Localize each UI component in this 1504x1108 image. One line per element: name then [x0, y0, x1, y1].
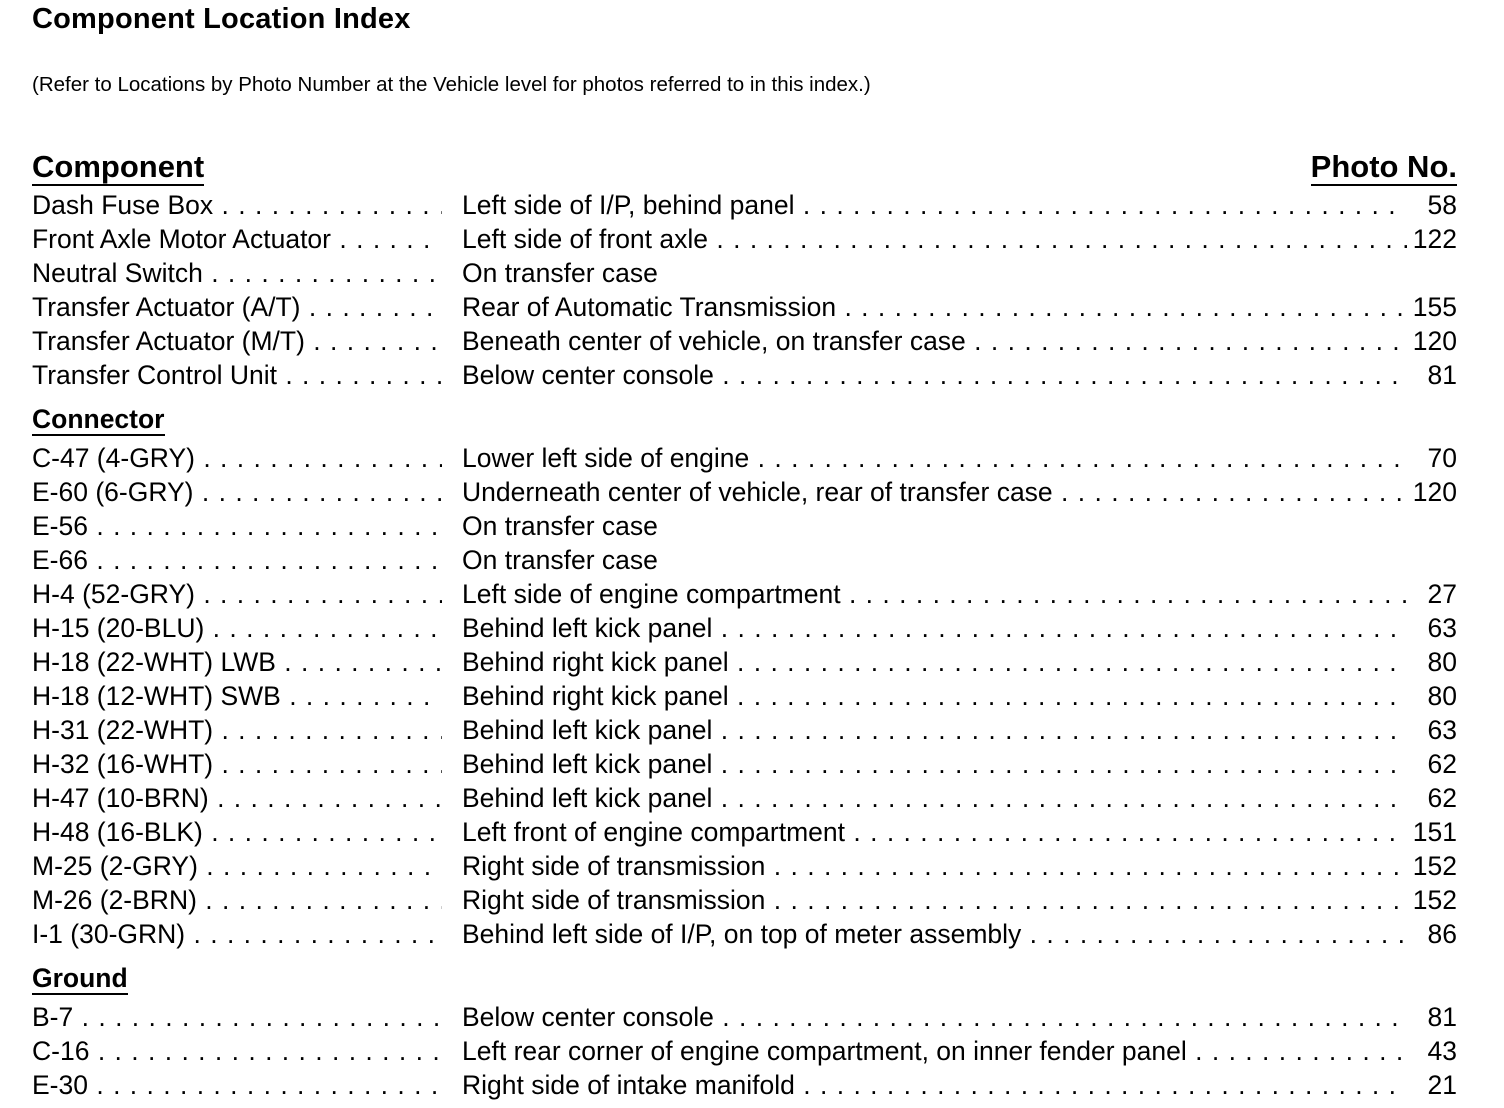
index-row — [32, 188, 1457, 222]
index-row — [32, 781, 1457, 815]
photo-number: 80 — [1427, 681, 1457, 711]
photo-number: 86 — [1427, 919, 1457, 949]
connector-location: Behind left kick panel . . . — [462, 713, 1407, 747]
index-row — [32, 324, 1457, 358]
ground-name: E-30 . . . — [32, 1068, 442, 1102]
index-row — [32, 713, 1457, 747]
index-row — [32, 256, 1457, 290]
connector-name: H-4 (52-GRY) . . . — [32, 577, 442, 611]
connector-name: H-48 (16-BLK) . . . — [32, 815, 442, 849]
photo-number: 62 — [1427, 783, 1457, 813]
index-row — [32, 611, 1457, 645]
component-location: Left side of I/P, behind panel . . . — [462, 188, 1407, 222]
connector-name: H-18 (22-WHT) LWB . . . — [32, 645, 442, 679]
index-row — [32, 1034, 1457, 1068]
photo-number: 120 — [1412, 326, 1457, 356]
component-location: On transfer case — [462, 258, 658, 288]
index-row — [32, 917, 1457, 951]
photo-number: 43 — [1427, 1036, 1457, 1066]
connector-name: I-1 (30-GRN) . . . — [32, 917, 442, 951]
photo-number: 155 — [1412, 292, 1457, 322]
component-name: Transfer Actuator (A/T) . . . — [32, 290, 442, 324]
component-column-header: Component — [32, 150, 204, 186]
photo-number: 151 — [1412, 817, 1457, 847]
connector-location: Underneath center of vehicle, rear of transfer case . . . — [462, 475, 1407, 509]
photo-number: 81 — [1427, 360, 1457, 390]
photo-number: 152 — [1412, 851, 1457, 881]
connector-name: H-18 (12-WHT) SWB . . . — [32, 679, 442, 713]
photo-number: 63 — [1427, 715, 1457, 745]
component-location: Left side of front axle . . . — [462, 222, 1407, 256]
connector-name: H-15 (20-BLU) . . . — [32, 611, 442, 645]
index-row — [32, 1000, 1457, 1034]
ground-location: Left rear corner of engine compartment, on inner fender panel . . . — [462, 1034, 1407, 1068]
photo-number: 27 — [1427, 579, 1457, 609]
ground-location: Right side of intake manifold . . . — [462, 1068, 1407, 1102]
connector-name: H-47 (10-BRN) . . . — [32, 781, 442, 815]
index-row — [32, 747, 1457, 781]
connector-location: On transfer case — [462, 511, 658, 541]
ground-name: C-16 . . . — [32, 1034, 442, 1068]
connector-location: Behind left kick panel . . . — [462, 747, 1407, 781]
photo-number-column-header: Photo No. — [1311, 150, 1457, 186]
photo-number: 63 — [1427, 613, 1457, 643]
reference-note: (Refer to Locations by Photo Number at the Vehicle level for photos referred to in this index.) — [32, 73, 871, 96]
index-row — [32, 1068, 1457, 1102]
photo-number: 152 — [1412, 885, 1457, 915]
index-row — [32, 475, 1457, 509]
index-row — [32, 815, 1457, 849]
index-row — [32, 441, 1457, 475]
ground-location: Below center console . . . — [462, 1000, 1407, 1034]
connector-location: On transfer case — [462, 545, 658, 575]
component-name: Transfer Control Unit . . . — [32, 358, 442, 392]
component-location: Beneath center of vehicle, on transfer case . . . — [462, 324, 1407, 358]
photo-number: 122 — [1412, 224, 1457, 254]
connector-location: Behind left side of I/P, on top of meter assembly . . . — [462, 917, 1407, 951]
component-location: Below center console . . . — [462, 358, 1407, 392]
connector-name: E-56 . . . — [32, 509, 442, 543]
connector-location: Behind right kick panel . . . — [462, 679, 1407, 713]
index-row — [32, 883, 1457, 917]
connector-section-heading: Connector — [32, 404, 165, 436]
photo-number: 62 — [1427, 749, 1457, 779]
connector-name: E-66 . . . — [32, 543, 442, 577]
ground-section-heading: Ground — [32, 963, 128, 995]
photo-number: 80 — [1427, 647, 1457, 677]
connector-location: Lower left side of engine . . . — [462, 441, 1407, 475]
component-name: Front Axle Motor Actuator . . . — [32, 222, 442, 256]
connector-name: M-26 (2-BRN) . . . — [32, 883, 442, 917]
ground-name: B-7 . . . — [32, 1000, 442, 1034]
component-name: Neutral Switch . . . — [32, 256, 442, 290]
index-row — [32, 358, 1457, 392]
photo-number: 120 — [1412, 477, 1457, 507]
index-row — [32, 577, 1457, 611]
connector-name: H-31 (22-WHT) . . . — [32, 713, 442, 747]
connector-location: Right side of transmission . . . — [462, 849, 1407, 883]
component-name: Dash Fuse Box . . . — [32, 188, 442, 222]
photo-number: 70 — [1427, 443, 1457, 473]
photo-number: 21 — [1427, 1070, 1457, 1100]
index-row — [32, 543, 1457, 577]
component-name: Transfer Actuator (M/T) . . . — [32, 324, 442, 358]
connector-location: Behind left kick panel . . . — [462, 781, 1407, 815]
index-row — [32, 290, 1457, 324]
connector-name: M-25 (2-GRY) . . . — [32, 849, 442, 883]
component-location: Rear of Automatic Transmission . . . — [462, 290, 1407, 324]
connector-location: Behind left kick panel . . . — [462, 611, 1407, 645]
index-row — [32, 645, 1457, 679]
connector-location: Left front of engine compartment . . . — [462, 815, 1407, 849]
connector-location: Left side of engine compartment . . . — [462, 577, 1407, 611]
index-row — [32, 849, 1457, 883]
index-row — [32, 222, 1457, 256]
page-title: Component Location Index — [32, 3, 411, 35]
index-row — [32, 509, 1457, 543]
connector-location: Right side of transmission . . . — [462, 883, 1407, 917]
connector-name: E-60 (6-GRY) . . . — [32, 475, 442, 509]
index-row — [32, 679, 1457, 713]
photo-number: 58 — [1427, 190, 1457, 220]
connector-location: Behind right kick panel . . . — [462, 645, 1407, 679]
connector-name: H-32 (16-WHT) . . . — [32, 747, 442, 781]
connector-name: C-47 (4-GRY) . . . — [32, 441, 442, 475]
photo-number: 81 — [1427, 1002, 1457, 1032]
